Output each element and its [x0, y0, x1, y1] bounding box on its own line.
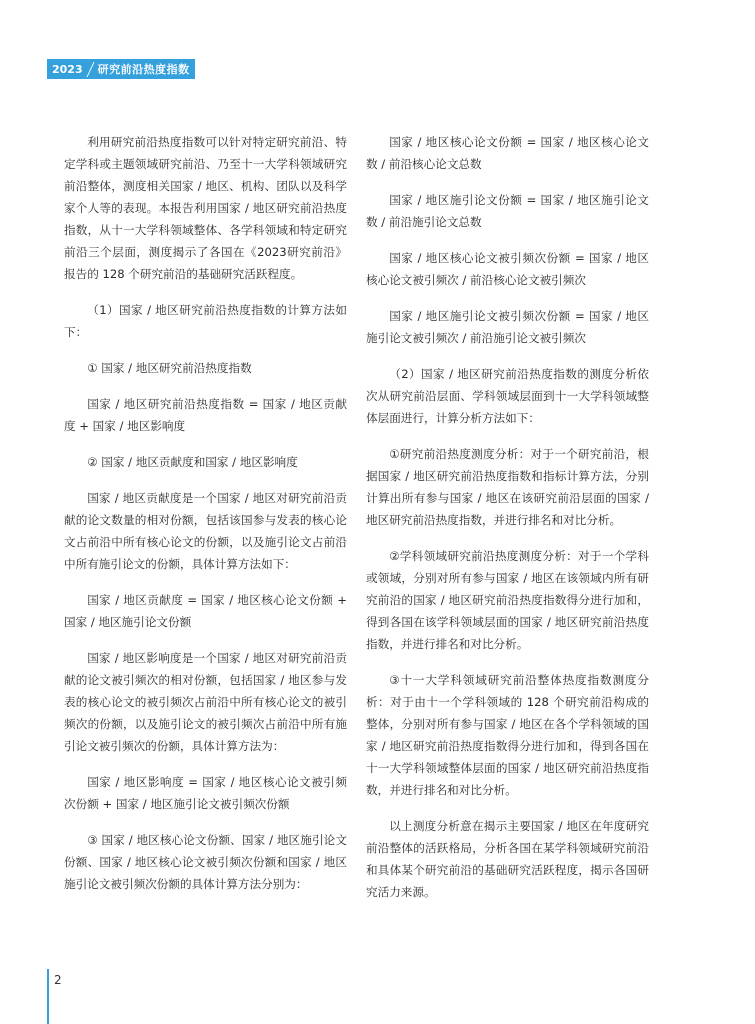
paragraph: （2）国家 / 地区研究前沿热度指数的测度分析依次从研究前沿层面、学科领域层面到十一大学科领域整体层面进行，计算分析方法如下： [366, 367, 649, 425]
header-year: 2023 [52, 62, 83, 76]
paragraph: ①研究前沿热度测度分析：对于一个研究前沿，根据国家 / 地区研究前沿热度指数和指标计算方法，分别计算出所有参与国家 / 地区在该研究前沿层面的国家 / 地区研究前沿热度指数，并进行排名和对比分析。 [366, 447, 649, 527]
paragraph: 利用研究前沿热度指数可以针对特定研究前沿、特定学科或主题领域研究前沿、乃至十一大学科领域研究前沿整体，测度相关国家 / 地区、机构、团队以及科学家个人等的表现。本报告利用国家 / 地区研究前沿热度指数，从十一大学科领域整体、各学科领域和特定研究前沿三个层面，测度揭示了各国在《2023研究前沿》报告的 128 个研究前沿的基础研究活跃程度。 [64, 135, 347, 281]
header-band [47, 59, 195, 79]
header-title: 研究前沿热度指数 [97, 63, 190, 76]
paragraph: 国家 / 地区核心论文份额 = 国家 / 地区核心论文数 / 前沿核心论文总数 [366, 135, 649, 171]
paragraph: ②学科领域研究前沿热度测度分析：对于一个学科或领域，分别对所有参与国家 / 地区在该领域内所有研究前沿的国家 / 地区研究前沿热度指数得分进行加和，得到各国在该学科领域层面的国家 / 地区研究前沿热度指数，并进行排名和对比分析。 [366, 549, 649, 651]
right-column [366, 131, 649, 917]
paragraph: （1）国家 / 地区研究前沿热度指数的计算方法如下： [64, 303, 347, 339]
paragraph: ③ 国家 / 地区核心论文份额、国家 / 地区施引论文份额、国家 / 地区核心论文被引频次份额和国家 / 地区施引论文被引频次份额的具体计算方法分别为： [64, 833, 347, 891]
paragraph: 国家 / 地区核心论文被引频次份额 = 国家 / 地区核心论文被引频次 / 前沿核心论文被引频次 [366, 251, 649, 287]
left-column [64, 131, 347, 909]
page-number: 2 [54, 973, 62, 987]
paragraph: 国家 / 地区影响度是一个国家 / 地区对研究前沿贡献的论文被引频次的相对份额，包括国家 / 地区参与发表的核心论文的被引频次占前沿中所有核心论文的被引频次的份额，以及施引论文的被引频次占前沿中所有施引论文被引频次的份额，具体计算方法为： [64, 651, 347, 753]
paragraph: ② 国家 / 地区贡献度和国家 / 地区影响度 [87, 455, 298, 469]
paragraph: ③十一大学科领域研究前沿整体热度指数测度分析：对于由十一个学科领域的 128 个研究前沿构成的整体，分别对所有参与国家 / 地区在各个学科领域的国家 / 地区研究前沿热度指数得分进行加和，得到各国在十一大学科领域整体层面的国家 / 地区研究前沿热度指数，并进行排名和对比分析。 [366, 673, 649, 797]
paragraph: 以上测度分析意在揭示主要国家 / 地区在年度研究前沿整体的活跃格局，分析各国在某学科领域研究前沿和具体某个研究前沿的基础研究活跃程度，揭示各国研究活力来源。 [366, 819, 649, 899]
paragraph: ① 国家 / 地区研究前沿热度指数 [87, 361, 252, 375]
header-slash-divider [86, 62, 94, 77]
paragraph: 国家 / 地区施引论文份额 = 国家 / 地区施引论文数 / 前沿施引论文总数 [366, 193, 649, 229]
paragraph: 国家 / 地区影响度 = 国家 / 地区核心论文被引频次份额 + 国家 / 地区施引论文被引频次份额 [64, 775, 347, 811]
page-margin-rule [47, 969, 49, 1024]
paragraph: 国家 / 地区研究前沿热度指数 = 国家 / 地区贡献度 + 国家 / 地区影响度 [64, 397, 347, 433]
paragraph: 国家 / 地区施引论文被引频次份额 = 国家 / 地区施引论文被引频次 / 前沿施引论文被引频次 [366, 309, 649, 345]
paragraph: 国家 / 地区贡献度是一个国家 / 地区对研究前沿贡献的论文数量的相对份额，包括该国参与发表的核心论文占前沿中所有核心论文的份额，以及施引论文占前沿中所有施引论文的份额，具体计算方法如下： [64, 491, 347, 571]
paragraph: 国家 / 地区贡献度 = 国家 / 地区核心论文份额 + 国家 / 地区施引论文份额 [64, 593, 347, 629]
